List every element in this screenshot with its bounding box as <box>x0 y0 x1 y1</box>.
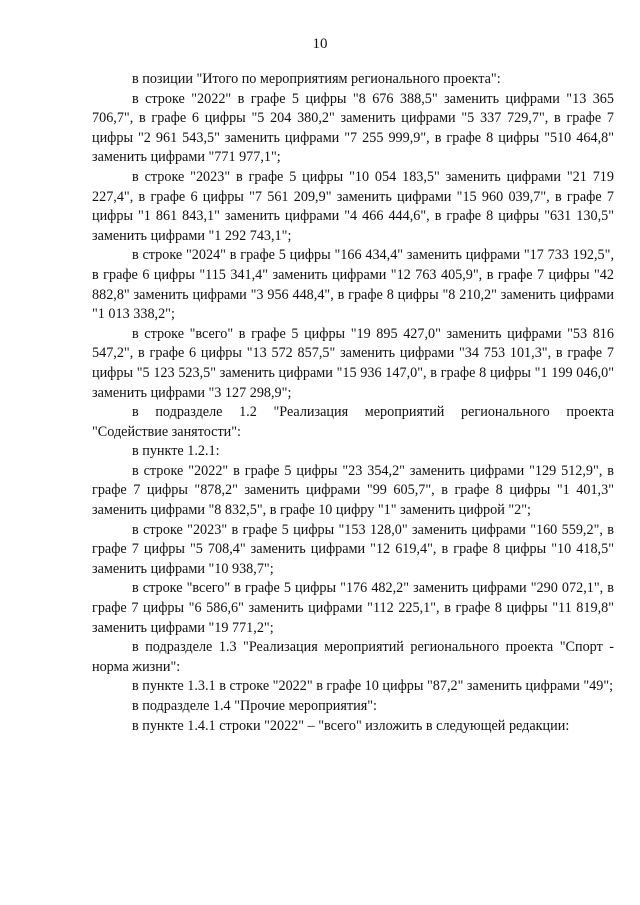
paragraph-subsection-1-3: в подразделе 1.3 "Реализация мероприятий регионального проекта "Спорт - норма жизни": <box>92 639 614 675</box>
paragraph-1-2-1-row-2023: в строке "2023" в графе 5 цифры "153 128,0" заменить цифрами "160 559,2", в графе 7 цифры "5 708,4" заменить цифрами "12 619,4", в графе 8 цифры "10 418,5" заменить цифрами "10 938,7"; <box>92 521 614 577</box>
paragraph-row-2022: в строке "2022" в графе 5 цифры "8 676 388,5" заменить цифрами "13 365 706,7", в графе 6 цифры "5 204 380,2" заменить цифрами "5 337 729,7", в графе 7 цифры "2 961 543,5" заменить цифрами "7 255 999,9", в графе 8 цифры "510 464,8" заменить цифрами "771 977,1"; <box>92 90 614 166</box>
document-body <box>92 70 614 736</box>
page-number: 10 <box>312 36 328 52</box>
paragraph-itogo-position: в позиции "Итого по мероприятиям регионального проекта": <box>132 71 501 87</box>
paragraph-1-2-1-row-total: в строке "всего" в графе 5 цифры "176 482,2" заменить цифрами "290 072,1", в графе 7 цифры "6 586,6" заменить цифрами "112 225,1", в графе 8 цифры "11 819,8" заменить цифрами "19 771,2"; <box>92 580 614 636</box>
paragraph-row-2024: в строке "2024" в графе 5 цифры "166 434,4" заменить цифрами "17 733 192,5", в графе 6 цифры "115 341,4" заменить цифрами "12 763 405,9", в графе 7 цифры "42 882,8" заменить цифрами "3 956 448,4", в графе 8 цифры "8 210,2" заменить цифрами "1 013 338,2"; <box>92 247 614 323</box>
paragraph-row-2023: в строке "2023" в графе 5 цифры "10 054 183,5" заменить цифрами "21 719 227,4", в графе 6 цифры "7 561 209,9" заменить цифрами "15 960 039,7", в графе 7 цифры "1 861 843,1" заменить цифрами "4 466 444,6", в графе 8 цифры "631 130,5" заменить цифрами "1 292 743,1"; <box>92 168 614 244</box>
paragraph-subsection-1-4: в подразделе 1.4 "Прочие мероприятия": <box>132 698 377 714</box>
paragraph-item-1-3-1: в пункте 1.3.1 в строке "2022" в графе 10 цифры "87,2" заменить цифрами "49"; <box>132 678 614 695</box>
paragraph-1-2-1-row-2022: в строке "2022" в графе 5 цифры "23 354,2" заменить цифрами "129 512,9", в графе 7 цифры "878,2" заменить цифрами "99 605,7", в графе 8 цифры "1 401,3" заменить цифрами "8 832,5", в графе 10 цифру "1" заменить цифрой "2"; <box>92 462 614 519</box>
paragraph-item-1-4-1: в пункте 1.4.1 строки "2022" – "всего" изложить в следующей редакции: <box>132 717 570 734</box>
paragraph-row-total: в строке "всего" в графе 5 цифры "19 895 427,0" заменить цифрами "53 816 547,2", в графе 6 цифры "13 572 857,5" заменить цифрами "34 753 101,3", в графе 7 цифры "5 123 523,5" заменить цифрами "15 936 147,0", в графе 8 цифры "1 199 046,0" заменить цифрами "3 127 298,9"; <box>92 325 614 401</box>
paragraph-item-1-2-1: в пункте 1.2.1: <box>132 443 220 460</box>
paragraph-subsection-1-2: в подразделе 1.2 "Реализация мероприятий регионального проекта "Содействие занятости": <box>92 404 614 440</box>
